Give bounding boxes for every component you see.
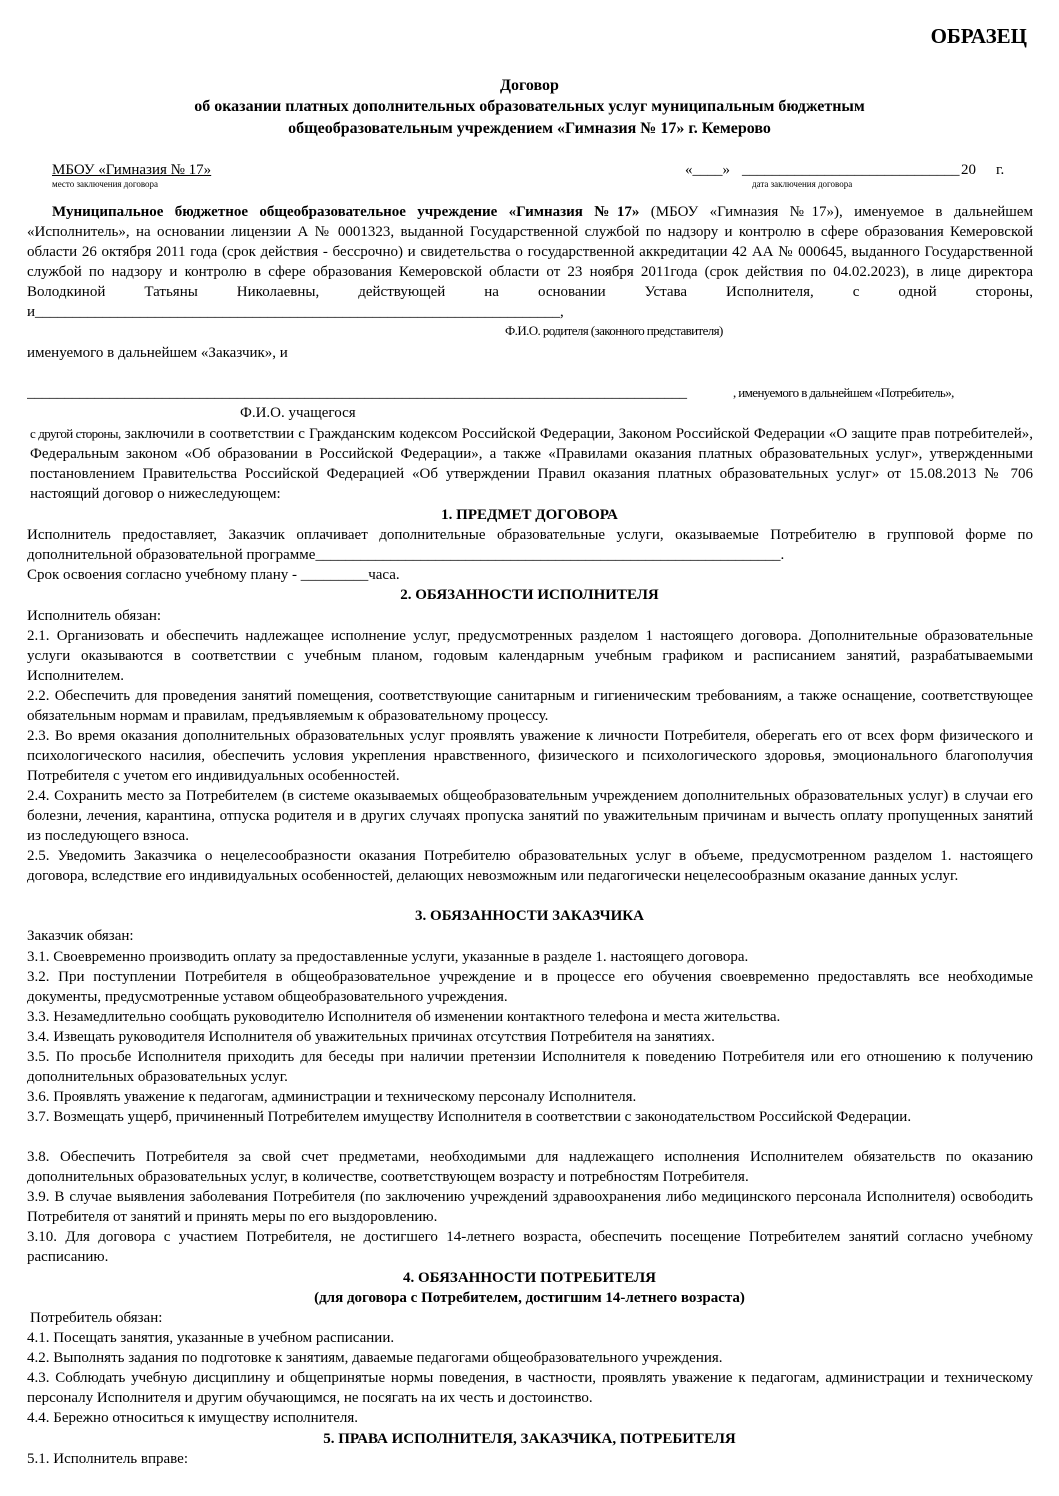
section-1-term: Срок освоения согласно учебному плану - _________часа. — [27, 567, 400, 583]
date-caption: дата заключения договора — [752, 179, 853, 189]
section-3-lead: Заказчик обязан: — [27, 928, 134, 944]
consumer-blank: ________________________________________________________________________________________ — [27, 385, 687, 401]
clause-4-1: 4.1. Посещать занятия, указанные в учебном расписании. — [27, 1330, 395, 1346]
date-year-suffix: г. — [996, 162, 1005, 178]
section-1-heading: 1. ПРЕДМЕТ ДОГОВОРА — [441, 507, 618, 523]
clause-2-5: 2.5. Уведомить Заказчика о нецелесообразности оказания Потребителю образовательных услуг в объеме, предусмотренном разделом 1. настоящего договора, вследствие его индивидуальных особенностей, делающих невозможным или педагогически нецелесообразным оказание данных услуг. — [27, 848, 1033, 884]
org-name: Муниципальное бюджетное общеобразовательное учреждение «Гимназия №17» — [52, 204, 640, 220]
sample-stamp: ОБРАЗЕЦ — [930, 24, 1027, 48]
doc-title: Договор — [500, 77, 559, 94]
parties-paragraph — [30, 424, 1033, 504]
place-caption: место заключения договора — [52, 179, 159, 189]
clause-3-3: 3.3. Незамедлительно сообщать руководителю Исполнителя об изменении контактного телефона и места жительства. — [27, 1009, 781, 1025]
section-4-lead: Потребитель обязан: — [30, 1310, 163, 1326]
doc-title-line3: общеобразовательным учреждением «Гимназия № 17» г. Кемерово — [288, 120, 771, 137]
intro-paragraph — [27, 202, 1033, 322]
clause-2-1: 2.1. Организовать и обеспечить надлежащее исполнение услуг, предусмотренных разделом 1 настоящего договора. Дополнительные образовательные услуги оказываются в соответствии с учебным планом, годовым календарным учебным графиком и расписанием занятий, разрабатываемыми Исполнителем. — [27, 628, 1033, 684]
clause-2-2: 2.2. Обеспечить для проведения занятий помещения, соответствующие санитарным и гигиеническим требованиям, а также оснащение, соответствующее обязательным нормам и правилам, предъявляемым к образовательному процессу. — [27, 688, 1033, 724]
section-2-heading: 2. ОБЯЗАННОСТИ ИСПОЛНИТЕЛЯ — [400, 587, 659, 603]
clause-3-9: 3.9. В случае выявления заболевания Потребителя (по заключению учреждений здравоохранения либо медицинского персонала Исполнителя) освободить Потребителя от занятий и принять меры по его выздоровлению. — [27, 1189, 1033, 1225]
other-side-label: с другой стороны, — [30, 426, 121, 441]
parties-text: заключили в соответствии с Гражданским кодексом Российской Федерации, Законом Российской Федерации «О защите прав потребителей», Федеральным законом «Об образовании в Российской Федерации», а также «Правилами оказания платных образовательных услуг», утвержденными постановлением Правительства Российской Федерацией «Об утверждении Правил оказания платных образовательных услуг» от 15.08.2013 № 706 настоящий договор о нижеследующем: — [30, 426, 1033, 502]
clause-3-2: 3.2. При поступлении Потребителя в общеобразовательное учреждение и в процессе его обучения своевременно предоставлять все необходимые документы, предусмотренные уставом общеобразовательного учреждения. — [27, 969, 1033, 1005]
clause-5-1: 5.1. Исполнитель вправе: — [27, 1451, 188, 1467]
intro-text: (МБОУ «Гимназия №17»), именуемое в дальнейшем «Исполнитель», на основании лицензии А № 0001323, выданной Государственной службой по надзору и контролю в сфере образования Кемеровской области 26 октября 2011 года (срок действия - бессрочно) и свидетельства о государственной аккредитации 42 АА № 000645, выданного Государственной службой по надзору и контролю в сфере образования Кемеровской области от 23 ноября 2011года (срок действия по 04.02.2023), в лице директора Володкиной Татьяны Николаевны, действующей на основании Устава Исполнителя, с одной стороны, и______________________________________________________________________, — [27, 204, 1033, 320]
section-4-heading: 4. ОБЯЗАННОСТИ ПОТРЕБИТЕЛЯ — [402, 1270, 657, 1286]
customer-line: именуемого в дальнейшем «Заказчик», и — [27, 345, 288, 361]
clause-3-1: 3.1. Своевременно производить оплату за предоставленные услуги, указанные в разделе 1. настоящего договора. — [27, 949, 749, 965]
consumer-tail: , именуемого в дальнейшем «Потребитель», — [733, 385, 954, 400]
clause-3-10: 3.10. Для договора с участием Потребителя, не достигшего 14-летнего возраста, обеспечить посещение Потребителем занятий согласно учебному расписанию. — [27, 1229, 1033, 1265]
clause-3-5: 3.5. По просьбе Исполнителя приходить для беседы при наличии претензии Исполнителя к поведению Потребителя или его отношению к получению дополнительных образовательных услуг. — [27, 1049, 1033, 1085]
student-caption: Ф.И.О. учащегося — [240, 405, 356, 421]
clause-3-6: 3.6. Проявлять уважение к педагогам, администрации и техническому персоналу Исполнителя. — [27, 1089, 637, 1105]
clause-4-4: 4.4. Бережно относиться к имуществу исполнителя. — [27, 1410, 359, 1426]
clause-4-3: 4.3. Соблюдать учебную дисциплину и общепринятые нормы поведения, в частности, проявлять уважение к педагогам, администрации и техническому персоналу Исполнителя и другим обучающимся, не посягать на их честь и достоинство. — [27, 1370, 1033, 1406]
section-3-heading: 3. ОБЯЗАННОСТИ ЗАКАЗЧИКА — [415, 908, 644, 924]
date-day: «____» — [685, 162, 730, 178]
clause-3-8: 3.8. Обеспечить Потребителя за свой счет предметами, необходимыми для надлежащего исполнения Исполнителем обязательств по оказанию дополнительных образовательных услуг, в количестве, соответствующем возрасту и потребностям Потребителя. — [27, 1149, 1033, 1185]
date-month: _____________________________ — [742, 162, 960, 178]
doc-title-line2: об оказании платных дополнительных образовательных услуг муниципальным бюджетным — [194, 98, 865, 115]
clause-2-3: 2.3. Во время оказания дополнительных образовательных услуг проявлять уважение к личности Потребителя, оберегать его от всех форм физического и психологического насилия, обеспечить условия укрепления нравственного, физического и психологического здоровья, эмоционального благополучия Потребителя с учетом его индивидуальных особенностей. — [27, 728, 1033, 784]
clause-4-2: 4.2. Выполнять задания по подготовке к занятиям, даваемые педагогами общеобразовательного учреждения. — [27, 1350, 723, 1366]
clause-2-4: 2.4. Сохранить место за Потребителем (в системе оказываемых общеобразовательным учреждением дополнительных образовательных услуг) в случаи его болезни, лечения, карантина, отпуска родителя и в других случаях пропуска занятий по уважительным причинам и вычесть оплату пропущенных занятий из последующего взноса. — [27, 788, 1033, 844]
section-1-text: Исполнитель предоставляет, Заказчик оплачивает дополнительные образовательные услуги, оказываемые Потребителю в групповой форме по дополнительной образовательной программе______________________________________________________________. — [27, 527, 1033, 563]
clause-3-4: 3.4. Извещать руководителя Исполнителя об уважительных причинах отсутствия Потребителя на занятиях. — [27, 1029, 715, 1045]
section-4-subheading: (для договора с Потребителем, достигшим 14-летнего возраста) — [314, 1290, 745, 1306]
parent-caption: Ф.И.О. родителя (законного представителя) — [505, 323, 723, 338]
date-year-prefix: 20 — [961, 162, 976, 178]
place-value: МБОУ «Гимназия № 17» — [52, 162, 212, 178]
clause-3-7: 3.7. Возмещать ущерб, причиненный Потребителем имуществу Исполнителя в соответствии с законодательством Российской Федерации. — [27, 1109, 912, 1125]
section-2-lead: Исполнитель обязан: — [27, 608, 162, 624]
section-5-heading: 5. ПРАВА ИСПОЛНИТЕЛЯ, ЗАКАЗЧИКА, ПОТРЕБИТЕЛЯ — [323, 1431, 736, 1447]
